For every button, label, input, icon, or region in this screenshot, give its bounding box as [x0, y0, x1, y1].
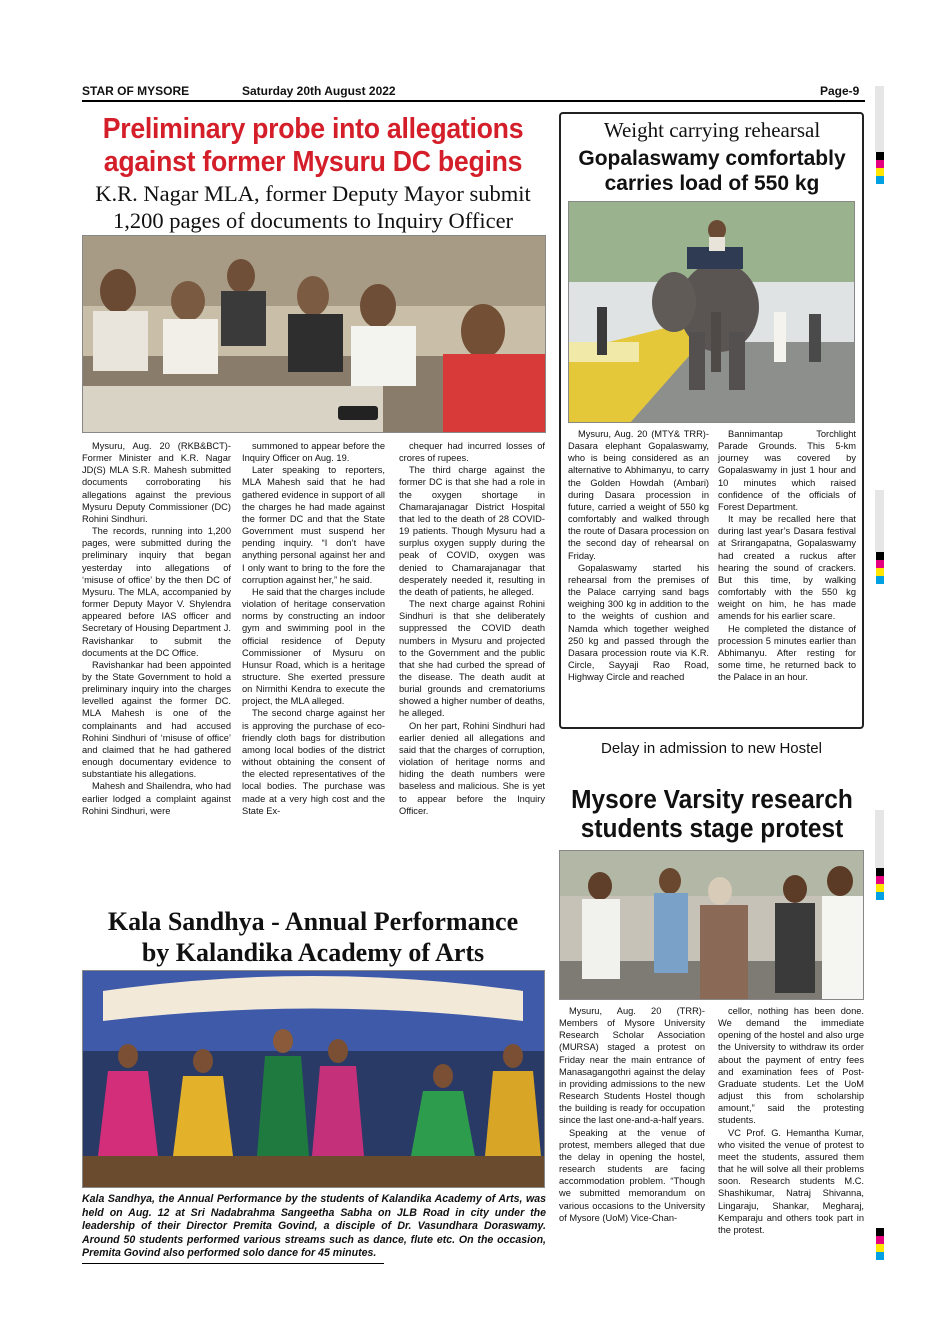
story3-photo — [559, 850, 864, 1000]
story4-photo — [82, 970, 545, 1188]
story1-col1-para: Mahesh and Shailendra, who had earlier lodged a complaint against Rohini Sindhuri, were — [82, 781, 231, 816]
story3-column-1 — [559, 1005, 705, 1270]
story1-column-1 — [82, 440, 231, 903]
story1-col1-para: The records, running into 1,200 pages, were submitted during the preliminary inquiry that began yesterday into allegations of ‘misuse of office’ by the then DC of Mysuru. The MLA, accompanied by former Deputy Mayor V. Shylendra appeared before IAS officer and Secretary of Housing Department J. Ravishankar to submit the documents at the DC Office. — [82, 526, 231, 658]
story1-col3-para: chequer had incurred losses of crores of rupees. — [399, 441, 545, 464]
story2-headline: Gopalaswamy comfortably carries load of 550 kg — [578, 147, 846, 195]
story2-col2-para: It may be recalled here that during last year’s Dasara festival at Srirangapatna, Gopalaswamy had created a ruckus after hearing the sound of crackers. But this time, by walking comfortably with the 550 kg weight on him, he has made amends for his earlier scare. — [718, 514, 856, 622]
meeting-photo-illustration — [83, 236, 546, 433]
story2-column-1 — [568, 428, 709, 720]
story2-col2-para: Bannimantap Torchlight Parade Grounds. This 5-km journey was covered by Gopalaswamy in just 1 hour and 10 minutes which raised confidence of the officials of Forest Department. — [718, 429, 856, 512]
story1-column-2 — [242, 440, 385, 903]
story1-col1-para: Mysuru, Aug. 20 (RKB&BCT)- Former Minister and K.R. Nagar JD(S) MLA S.R. Mahesh submitted documents corroborating his allegations against the previous Mysuru Deputy Commissioner (DC) Rohini Sindhuri. — [82, 441, 231, 524]
story3-col2-para: cellor, nothing has been done. We demand the immediate opening of the hostel and also urge the University to withdraw its order about the payment of entry fees and examination fees of Post-Graduate students. Let the UoM adjust this from scholarship amount,” said the protesting students. — [718, 1006, 864, 1126]
issue-date: Saturday 20th August 2022 — [242, 84, 396, 98]
story1-col3-para: On her part, Rohini Sindhuri had earlier denied all allegations and said that the charges of corruption, violation of heritage norms and hiding the death numbers were baseless and malicious. She is yet to appear before the Inquiry Officer. — [399, 720, 545, 816]
story3-col1-para: Mysuru, Aug. 20 (TRR)- Members of Mysore University Research Scholar Association (MURSA) staged a protest on Friday near the main entrance of Manasagangothri against the delay in providing admissions to the new Research Students Hostel though the building is ready for occupation since the last one-and-a-half years. — [559, 1006, 705, 1126]
story1-headline-line2: against former Mysuru DC begins — [103, 146, 523, 178]
newspaper-name: STAR OF MYSORE — [82, 84, 190, 98]
registration-marks — [876, 1228, 884, 1260]
story3-col1-para: Speaking at the venue of protest, members alleged that due the delay in opening the hostel, research students are facing accommodation problem. “Though we submitted memorandum on various occasions to the University of Mysore (UoM) Vice-Chan- — [559, 1127, 705, 1223]
story2-column-2 — [718, 428, 856, 720]
registration-marks — [876, 868, 884, 900]
story1-col2-para: Later speaking to reporters, MLA Mahesh said that he had gathered evidence in support of all the charges he had made against the former DC and that the State Government must suspend her pending inquiry. “I don’t have anything personal against her and I only want to bring to the fore the corruption against her,” he said. — [242, 465, 385, 585]
story3-headline-line1: Mysore Varsity research — [571, 786, 853, 814]
registration-strip — [875, 490, 884, 552]
story3-headline-line2: students stage protest — [580, 815, 844, 843]
page-number: Page-9 — [820, 84, 860, 98]
registration-strip — [875, 810, 884, 868]
elephant-photo-illustration — [569, 202, 855, 423]
story3-kicker: Delay in admission to new Hostel — [601, 740, 822, 757]
story1-col3-para: The next charge against Rohini Sindhuri is that she deliberately suppressed the COVID death numbers in Mysuru and projected to the Government and the public that she had curbed the spread of the disease. The death audit at burial grounds and crematoriums showed a higher number of deaths, he alleged. — [399, 599, 545, 719]
registration-strip — [875, 86, 884, 152]
story2-col1-para: Gopalaswamy started his rehearsal from the premises of the Palace carrying sand bags weighing 300 kg in addition to the to the weights of cushion and Namda which together weighed 250 kg and passed through the Dasara procession route via K.R. Circle, Sayyaji Rao Road, Highway Circle and reached — [568, 562, 709, 683]
story2-kicker: Weight carrying rehearsal — [603, 118, 821, 142]
story2-col2-para: He completed the distance of procession 5 minutes earlier than Abhimanyu. After resting for some time, he returned back to the Palace in an hour. — [718, 623, 856, 683]
story4-caption: Kala Sandhya, the Annual Performance by the students of Kalandika Academy of Arts, was held on Aug. 12 at Sri Nadabrahma Sangeetha Sabha on JLB Road in city under the leadership of their Director Premita Govind, a disciple of Dr. Vasundhara Doraswamy. Around 50 students performed various streams such as dance, flute etc. On the occasion, Premita Govind also performed solo dance for 45 minutes. — [82, 1193, 546, 1260]
story1-col1-para: Ravishankar had been appointed by the State Government to hold a preliminary inquiry into the charges levelled against the former DC. MLA Mahesh is one of the complainants and had accused Rohini Sindhuri of ‘misuse of office’ and claimed that he had gathered enough documentary evidence to substantiate his allegations. — [82, 659, 231, 780]
story1-photo — [82, 235, 546, 433]
story1-column-3 — [399, 440, 545, 903]
story2-col1-para: Mysuru, Aug. 20 (MTY& TRR)- Dasara elephant Gopalaswamy, who is being considered as an alternative to Abhimanyu, to carry the Golden Howdah (Ambari) during Dasara procession in future, carried a weight of 550 kg comfortably and walked through the route of Dasara procession on the second day of rehearsal on Friday. — [568, 429, 709, 561]
registration-marks — [876, 552, 884, 584]
registration-marks — [876, 152, 884, 184]
story3-col2-para: VC Prof. G. Hemantha Kumar, who visited the venue of protest to meet the students, assured them that he will solve all their problems soon. Research students M.C. Shashikumar, Natraj Shivanna, Lingaraju, Shankar, Megharaj, Kemparaju and others took part in the protest. — [718, 1127, 864, 1235]
story3-column-2 — [718, 1005, 864, 1270]
story1-col2-para: He said that the charges include violation of heritage conservation norms by constructing an indoor gym and swimming pool in the official residence of Deputy Commissioner of Mysuru on Hunsur Road, which is a heritage structure. She exerted pressure on Nirmithi Kendra to execute the project, the MLA alleged. — [242, 586, 385, 707]
protest-photo-illustration — [560, 851, 864, 1000]
story4-headline-line2: by Kalandika Academy of Arts — [141, 938, 485, 967]
story1-subhead: K.R. Nagar MLA, former Deputy Mayor submit 1,200 pages of documents to Inquiry Officer — [95, 181, 531, 233]
story1-col2-para: The second charge against her is approving the purchase of eco-friendly cloth bags for distribution among local bodies of the district without obtaining the consent of the elected representatives of the local bodies. The purchase was made at a very high cost and the State Ex- — [242, 708, 385, 816]
caption-underline — [82, 1263, 384, 1264]
story1-col3-para: The third charge against the former DC is that she had a role in the oxygen shortage in Chamarajanagar District Hospital that led to the death of 28 COVID-19 patients. Though Mysuru had a surplus oxygen supply during the peak of COVID, oxygen was denied to Chamarajanagar that desperately needed it, resulting in the death of patients, he alleged. — [399, 465, 545, 597]
header-rule — [82, 100, 865, 102]
story1-col2-para: summoned to appear before the Inquiry Officer on Aug. 19. — [242, 441, 385, 464]
dance-photo-illustration — [83, 971, 545, 1188]
story1-headline-line1: Preliminary probe into allegations — [102, 113, 524, 145]
story4-headline-line1: Kala Sandhya - Annual Performance — [107, 907, 519, 936]
story2-photo — [568, 201, 855, 423]
